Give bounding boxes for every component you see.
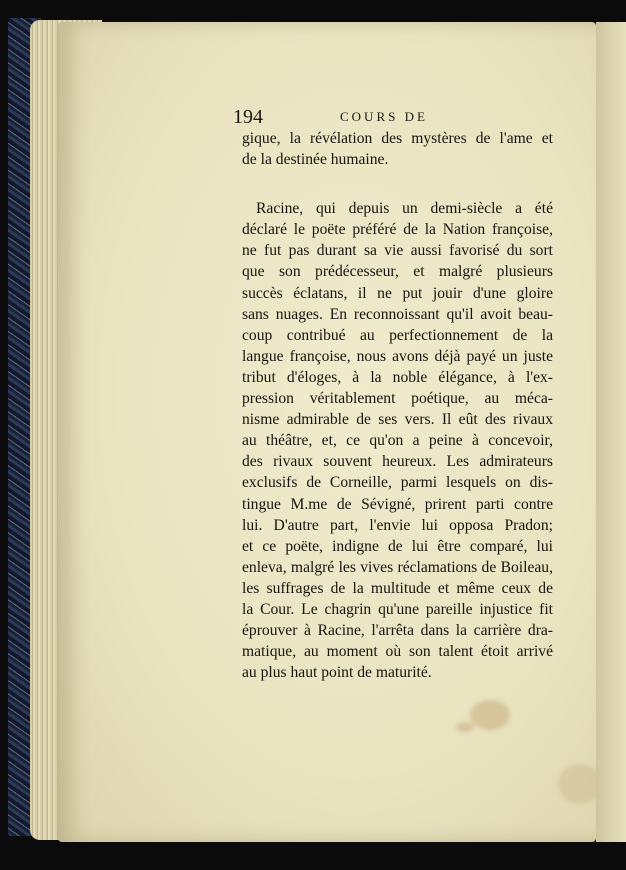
text-line: succès éclatans, il ne put jouir d'une gloire [242, 284, 553, 302]
text-line: lui. D'autre part, l'envie lui opposa Pradon; [242, 516, 553, 534]
text-line: exclusifs de Corneille, parmi lesquels on dis- [242, 474, 553, 492]
text-line: enleva, malgré les vives réclamations de Boileau, [242, 558, 553, 576]
text-line: tribut d'éloges, à la noble élégance, à l'ex- [242, 368, 553, 386]
text-line: coup contribué au perfectionnement de la [242, 326, 553, 344]
text-line: tingue M.me de Sévigné, prirent parti contre [242, 495, 553, 513]
running-head: COURS DE [340, 109, 428, 124]
text-line: éprouver à Racine, l'arrêta dans la carrière dra- [242, 622, 553, 640]
text-line: langue françoise, nous avons déjà payé un juste [242, 347, 553, 365]
text-line: de la destinée humaine. [242, 151, 389, 169]
text-line: Racine, qui depuis un demi-siècle a été [256, 200, 553, 218]
text-line: au plus haut point de maturité. [242, 664, 432, 682]
text-line: et ce poëte, indigne de lui être comparé, lui [242, 537, 553, 555]
text-line: les suffrages de la multitude et même ceux de [242, 579, 553, 597]
foxing-stain [470, 700, 510, 730]
text-line: matique, au moment où son talent étoit arrivé [242, 643, 553, 661]
body-text [242, 128, 553, 683]
text-line: la Cour. Le chagrin qu'une pareille injustice fit [242, 600, 553, 618]
text-line: sans nuages. En reconnoissant qu'il avoit beau- [242, 305, 553, 323]
paragraph [242, 128, 553, 170]
page-header [0, 106, 626, 130]
text-line: pression véritablement poétique, au méca- [242, 390, 553, 408]
text-line: que son prédécesseur, et malgré plusieurs [242, 263, 553, 281]
text-line: déclaré le poëte préféré de la Nation françoise, [242, 221, 553, 239]
text-line: nisme admirable de ses vers. Il eût des rivaux [242, 411, 553, 429]
text-line: au théâtre, et, ce qu'on a peine à concevoir, [242, 432, 553, 450]
foxing-stain [456, 722, 474, 732]
text-line: des rivaux souvent heureux. Les admirateurs [242, 453, 553, 471]
text-line: gique, la révélation des mystères de l'ame et [242, 130, 553, 147]
paragraph [242, 198, 553, 683]
text-line: ne fut pas durant sa vie aussi favorisé du sort [242, 242, 553, 260]
page-number: 194 [233, 106, 263, 128]
next-page-edge [596, 22, 626, 842]
